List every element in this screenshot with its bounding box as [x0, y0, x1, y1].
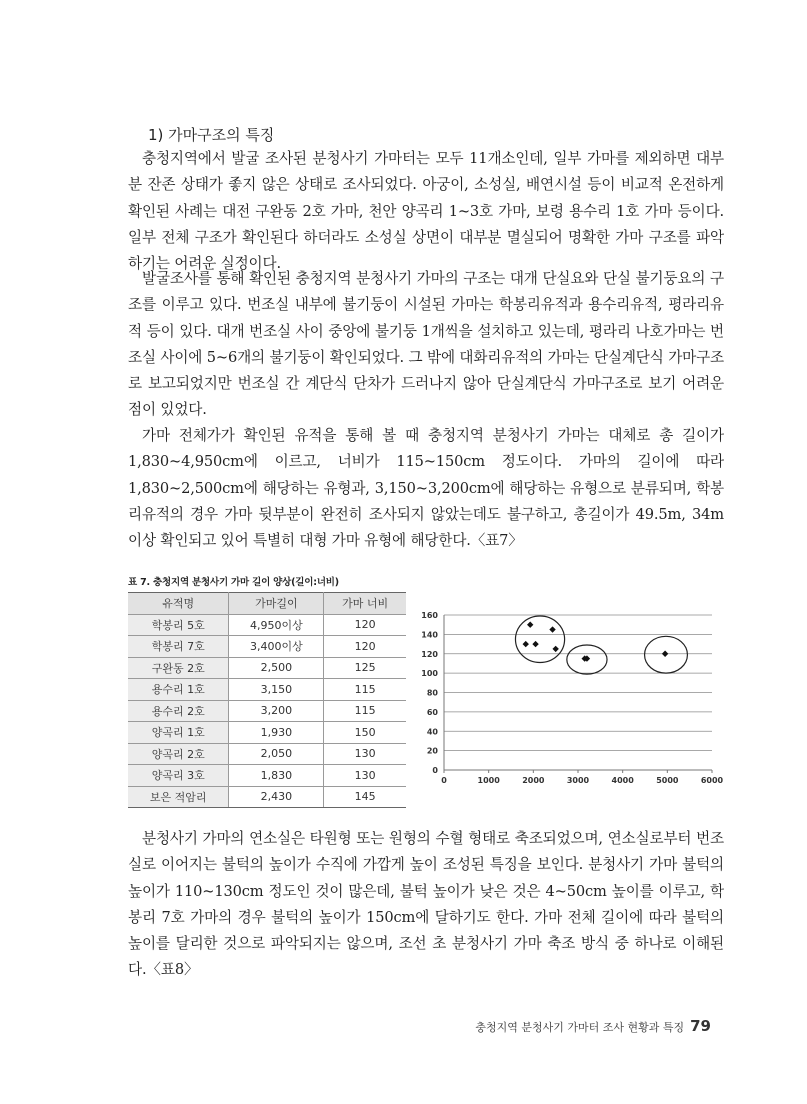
- x-tick-label: 3000: [566, 776, 590, 785]
- cell-site: 양곡리 2호: [128, 743, 229, 765]
- gridlines: [444, 615, 712, 751]
- table-row: [128, 657, 406, 679]
- table-row: [128, 679, 406, 701]
- data-point: [549, 626, 555, 632]
- header-length: 가마길이: [229, 593, 324, 615]
- y-tick-labels: [421, 611, 438, 775]
- x-tick-label: 4000: [611, 776, 634, 785]
- y-tick-label: 140: [421, 630, 438, 640]
- y-tick-label: 60: [426, 707, 438, 717]
- y-tick-label: 40: [426, 727, 438, 737]
- cell-length: 1,830: [229, 765, 324, 787]
- cell-width: 120: [324, 614, 406, 636]
- data-point: [523, 641, 529, 647]
- table-row: [128, 700, 406, 722]
- cell-site: 보은 적암리: [128, 786, 229, 808]
- table-header-row: [128, 593, 406, 615]
- x-tick-labels: [441, 776, 723, 785]
- cell-width: 115: [324, 679, 406, 701]
- table-row: [128, 765, 406, 787]
- data-point: [662, 651, 668, 657]
- cell-width: 130: [324, 765, 406, 787]
- cell-width: 115: [324, 700, 406, 722]
- x-tick-label: 0: [441, 776, 447, 785]
- table-row: [128, 614, 406, 636]
- x-tick-label: 5000: [656, 776, 679, 785]
- table-caption: 표 7. 충청지역 분청사기 가마 길이 양상(길이:너비): [128, 577, 339, 588]
- axes: [444, 615, 712, 773]
- cell-site: 용수리 1호: [128, 679, 229, 701]
- y-tick-label: 120: [421, 649, 438, 659]
- page-number: 79: [690, 1017, 711, 1035]
- x-tick-label: 1000: [477, 776, 500, 785]
- data-point: [532, 641, 538, 647]
- cell-length: 2,500: [229, 657, 324, 679]
- cell-site: 학봉리 5호: [128, 614, 229, 636]
- cell-site: 용수리 2호: [128, 700, 229, 722]
- cell-length: 3,400이상: [229, 636, 324, 658]
- x-tick-label: 6000: [700, 776, 724, 785]
- cell-site: 구완동 2호: [128, 657, 229, 679]
- cell-length: 3,200: [229, 700, 324, 722]
- paragraph-1: 충청지역에서 발굴 조사된 분청사기 가마터는 모두 11개소인데, 일부 가마를 제외하면 대부분 잔존 상태가 좋지 않은 상태로 조사되었다. 아궁이, 소성실, 배연시설 등이 비교적 온전하게 확인된 사례는 대전 구완동 2호 가마, 천안 양곡리 1~3호 가마, 보령 용수리 1호 가마 등이다. 일부 전체 구조가 확인된다 하더라도 소성실 상면이 대부분 멸실되어 명확한 가마 구조를 파악하기는 어려운 실정이다.: [128, 150, 724, 273]
- cell-width: 125: [324, 657, 406, 679]
- y-tick-label: 100: [421, 669, 438, 679]
- cluster-ellipses: [515, 616, 687, 674]
- paragraph-3: 가마 전체가가 확인된 유적을 통해 볼 때 충청지역 분청사기 가마는 대체로 총 길이가 1,830~4,950cm에 이르고, 너비가 115~150cm 정도이다. 가마의 길이에 따라 1,830~2,500cm에 해당하는 유형과, 3,150~3,200cm에 해당하는 유형으로 분류되며, 학봉리유적의 경우 가마 뒷부분이 완전히 조사되지 않았는데도 불구하고, 총길이가 49.5m, 34m 이상 확인되고 있어 특별히 대형 가마 유형에 해당한다.〈표7〉: [128, 427, 724, 550]
- y-tick-label: 160: [421, 611, 438, 620]
- footer-title: 충청지역 분청사기 가마터 조사 현황과 특징: [475, 1021, 685, 1034]
- y-tick-label: 20: [426, 746, 438, 756]
- data-point: [552, 646, 558, 652]
- cell-site: 학봉리 7호: [128, 636, 229, 658]
- data-points: [523, 621, 669, 661]
- header-width: 가마 너비: [324, 593, 406, 615]
- cell-site: 양곡리 1호: [128, 722, 229, 744]
- cell-site: 양곡리 3호: [128, 765, 229, 787]
- paragraph-4: 분청사기 가마의 연소실은 타원형 또는 원형의 수혈 형태로 축조되었으며, 연소실로부터 번조실로 이어지는 불턱의 높이가 수직에 가깝게 높이 조성된 특징을 보인다. 분청사기 가마 불턱의 높이가 110~130cm 정도인 것이 많은데, 불턱 높이가 낮은 것은 4~50cm 높이를 이루고, 학봉리 7호 가마의 경우 불턱의 높이가 150cm에 달하기도 한다. 가마 전체 길이에 따라 불턱의 높이를 달리한 것으로 파악되지는 않으며, 조선 초 분청사기 가마 축조 방식 중 하나로 이해된다.〈표8〉: [128, 830, 724, 979]
- y-tick-label: 0: [432, 766, 438, 775]
- paragraph-2: 발굴조사를 통해 확인된 충청지역 분청사기 가마의 구조는 대개 단실요와 단실 불기둥요의 구조를 이루고 있다. 번조실 내부에 불기둥이 시설된 가마는 학봉리유적과 용수리유적, 평라리유적 등이 있다. 대개 번조실 사이 중앙에 불기둥 1개씩을 설치하고 있는데, 평라리 나호가마는 번조실 사이에 5~6개의 불기둥이 확인되었다. 그 밖에 대화리유적의 가마는 단실계단식 가마구조로 보고되었지만 번조실 간 계단식 단차가 드러나지 않아 단실계단식 가마구조로 보기 어려운 점이 있었다.: [128, 270, 724, 419]
- cell-width: 150: [324, 722, 406, 744]
- page-footer: [475, 1016, 711, 1035]
- table-row: [128, 722, 406, 744]
- kiln-length-table: [128, 592, 406, 808]
- table-row: [128, 743, 406, 765]
- header-site: 유적명: [128, 593, 229, 615]
- data-point: [527, 621, 533, 627]
- scatter-chart: [412, 598, 730, 798]
- table-row: [128, 786, 406, 808]
- cell-length: 1,930: [229, 722, 324, 744]
- cell-length: 3,150: [229, 679, 324, 701]
- section-heading: 1) 가마구조의 특징: [148, 126, 275, 144]
- cell-length: 4,950이상: [229, 614, 324, 636]
- y-tick-label: 80: [426, 688, 438, 698]
- cluster-ellipse: [515, 616, 564, 663]
- table-row: [128, 636, 406, 658]
- cell-length: 2,050: [229, 743, 324, 765]
- cell-width: 120: [324, 636, 406, 658]
- x-tick-label: 2000: [522, 776, 545, 785]
- cell-length: 2,430: [229, 786, 324, 808]
- cell-width: 145: [324, 786, 406, 808]
- cell-width: 130: [324, 743, 406, 765]
